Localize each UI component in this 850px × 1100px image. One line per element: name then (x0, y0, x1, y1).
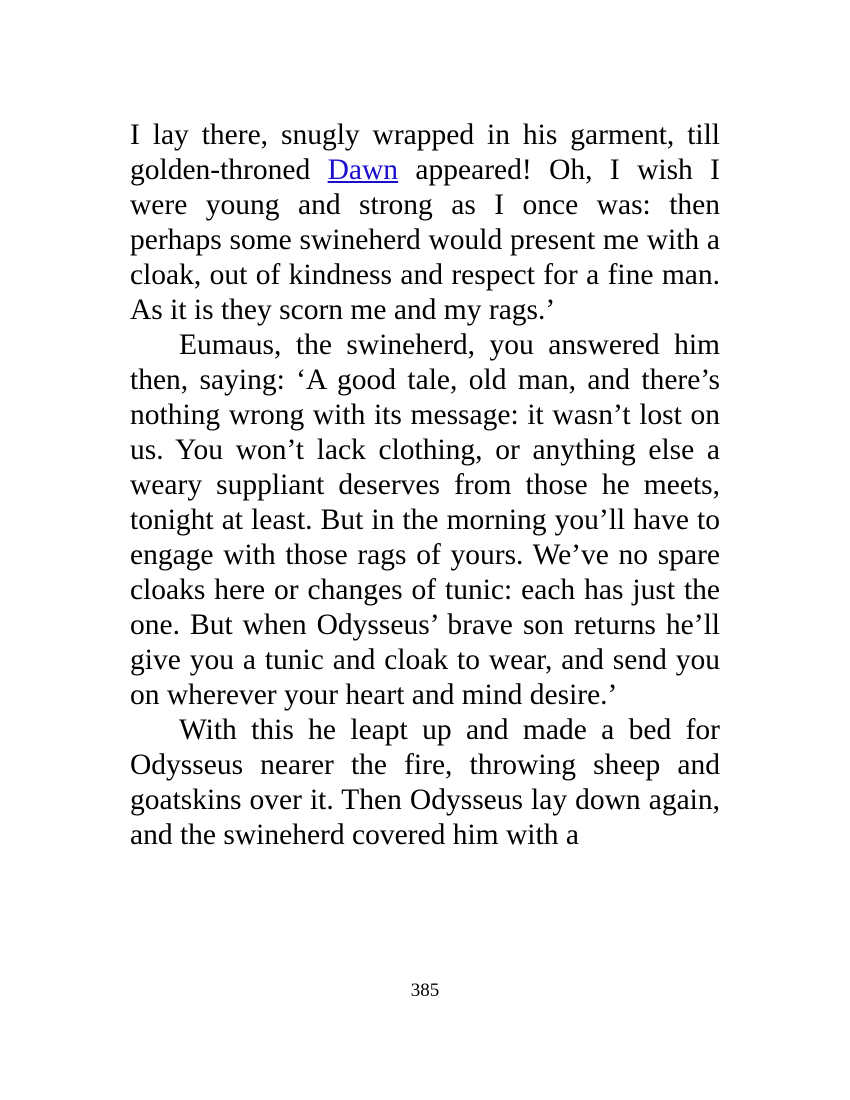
page-body (130, 118, 720, 853)
paragraph-1 (130, 118, 720, 328)
dawn-link[interactable]: Dawn (327, 154, 399, 186)
page-number: 385 (410, 980, 440, 1001)
paragraph-1-text-after-link: appeared! Oh, I wish I were young and strong as I once was: then perhaps some swineherd would present me with a cloak, out of kindness and respect for a fine man. As it is they scorn me and my rags.’ (130, 154, 721, 326)
paragraph-1-text-before-link: I lay there, snugly wrapped in his garment, till golden-throned (130, 119, 720, 186)
paragraph-2: Eumaus, the swineherd, you answered him then, saying: ‘A good tale, old man, and there’s nothing wrong with its message: it wasn’t lost on us. You won’t lack clothing, or anything else a weary suppliant deserves from those he meets, tonight at least. But in the morning you’ll have to engage with those rags of yours. We’ve no spare cloaks here or changes of tunic: each has just the one. But when Odysseus’ brave son returns he’ll give you a tunic and cloak to wear, and send you on wherever your heart and mind desire.’ (130, 329, 720, 711)
paragraph-3: With this he leapt up and made a bed for Odysseus nearer the fire, throwing sheep and goatskins over it. Then Odysseus lay down again, and the swineherd covered him with a (130, 714, 720, 851)
